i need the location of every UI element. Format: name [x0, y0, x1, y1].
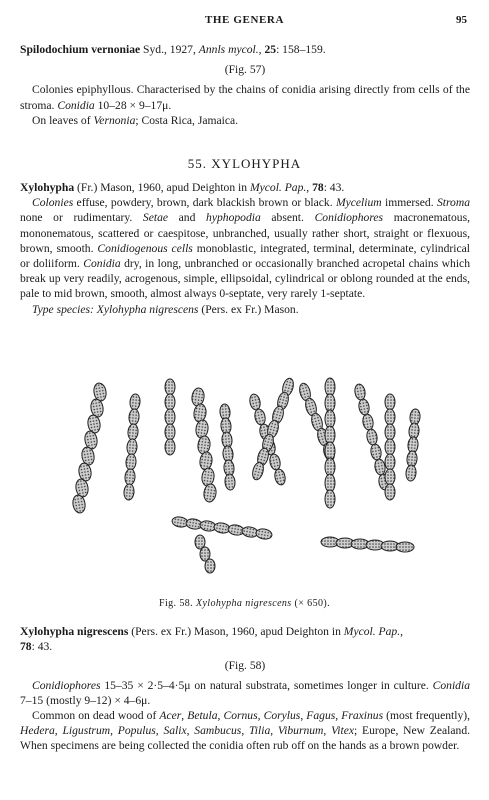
conidium-cell [385, 454, 395, 470]
figure-caption [0, 598, 489, 609]
conidium-cell [165, 379, 175, 395]
conidium-cell [385, 484, 395, 500]
conidium-cell [203, 483, 217, 502]
conidium-cell [370, 443, 383, 460]
species-heading: Spilodochium vernoniae Syd., 1927, Annls mycol., 25: 158–159. [20, 43, 326, 56]
conidium-cell [129, 394, 140, 411]
figure-illustration [60, 372, 430, 588]
figure-magnification: (× 650). [291, 598, 331, 609]
figure-label: Fig. 58. [158, 598, 194, 609]
conidium-cell [273, 468, 286, 486]
conidium-cell [193, 403, 207, 422]
conidium-cell [165, 424, 175, 440]
conidium-cell [385, 394, 395, 410]
conidium-cell [325, 442, 335, 460]
conidium-cell [325, 378, 335, 396]
conidium-cell [354, 383, 367, 400]
conidium-cell [385, 469, 395, 485]
page-number: 95 [456, 14, 467, 26]
genus-heading: Xylohypha (Fr.) Mason, 1960, apud Deighton in Mycol. Pap., 78: 43. [20, 181, 345, 194]
species-name: Spilodochium vernoniae [20, 43, 141, 56]
species-heading: Xylohypha nigrescens (Pers. ex Fr.) Mason, 1960, apud Deighton in Mycol. Pap., 78: 43. [20, 625, 404, 654]
figure-species: Xylohypha nigrescens [195, 598, 292, 609]
species-description: Conidiophores 15–35 × 2·5–4·5μ on natural substrata, sometimes longer in culture. Conidia 7–15 (mostly 9–12) × 4–6μ. [20, 678, 470, 707]
conidium-cell [325, 458, 335, 476]
volume-number: 25 [264, 43, 277, 56]
conidium-cell [385, 409, 395, 425]
conidium-cell [201, 467, 215, 486]
conidium-cell [253, 408, 266, 426]
genus-name: Xylohypha [20, 181, 75, 194]
host-distribution: Common on dead wood of Acer, Betula, Cornus, Corylus, Fagus, Fraxinus (most frequently), Hedera, Ligustrum, Populus, Salix, Sambucus, Tilia, Viburnum, Vitex; Europe, New Zealand. When specimens are being collected the conidia often rub off on the hands as a brown powder. [20, 709, 471, 753]
conidium-cell [374, 458, 387, 475]
figure-reference: (Fig. 58) [224, 659, 266, 673]
conidium-cell [165, 409, 175, 425]
host-distribution: On leaves of Vernonia; Costa Rica, Jamaica. [32, 113, 239, 127]
page-header [0, 14, 489, 30]
conidia-chains-drawing [60, 372, 430, 588]
conidium-cell [385, 439, 395, 455]
conidium-cell [195, 419, 209, 438]
conidium-cell [385, 424, 395, 440]
conidium-cell [362, 413, 375, 430]
section-title: 55. XYLOHYPHA [187, 156, 302, 171]
conidium-cell [165, 394, 175, 410]
conidium-cell [325, 394, 335, 412]
genus-description [20, 180, 470, 317]
type-species: Type species: Xylohypha nigrescens (Pers. ex Fr.) Mason. [32, 302, 299, 316]
conidium-cell [165, 439, 175, 455]
conidium-cell [396, 542, 414, 552]
journal-name: Annls mycol. [198, 43, 259, 56]
conidium-cell [268, 453, 281, 471]
conidium-cell [224, 474, 235, 491]
conidium-cell [325, 490, 335, 508]
species-entry-nigrescens [20, 624, 470, 754]
figure-reference: (Fig. 57) [224, 63, 266, 77]
species-description: Colonies epiphyllous. Characterised by the chains of conidia arising directly from cells of the stroma. Conidia 10–28 × 9–17μ. [20, 83, 470, 112]
genus-characters: Colonies effuse, powdery, brown, dark blackish brown or black. Mycelium immersed. Stroma none or rudimentary. Setae and hyphopodia absent. Conidiophores macronematous, mononematous, scattered or caespitose, unbranched, usually rather short, straight or flexuous, brown, smooth. Conidiogenous cells monoblastic, integrated, terminal, determinate, cylindrical or doliiform. Conidia dry, in long, unbranched or occasionally branched acropetal chains which break up very readily, acrogenous, simple, ellipsoidal, cylindrical or oblong rounded at the ends, pale to mid brown, smooth, almost always 0-septate, very rarely 1-septate. [20, 196, 471, 301]
conidium-cell [197, 435, 211, 454]
conidium-cell [366, 428, 379, 445]
conidium-cell [325, 426, 335, 444]
conidium-cell [325, 474, 335, 492]
conidium-cell [325, 410, 335, 428]
conidium-cell [358, 398, 371, 415]
conidium-cell [126, 439, 137, 456]
conidium-cell [405, 465, 416, 482]
conidium-cell [255, 528, 272, 541]
conidium-cell [191, 387, 205, 406]
conidium-cell [205, 559, 215, 573]
species-entry-vernoniae [20, 42, 470, 128]
conidium-cell [199, 451, 213, 470]
conidium-cell [125, 454, 136, 471]
conidium-cell [127, 424, 138, 441]
conidium-cell [124, 469, 135, 486]
running-head: THE GENERA [204, 14, 285, 26]
conidium-cell [128, 409, 139, 426]
conidium-cell [123, 484, 134, 501]
conidium-cell [248, 393, 261, 411]
